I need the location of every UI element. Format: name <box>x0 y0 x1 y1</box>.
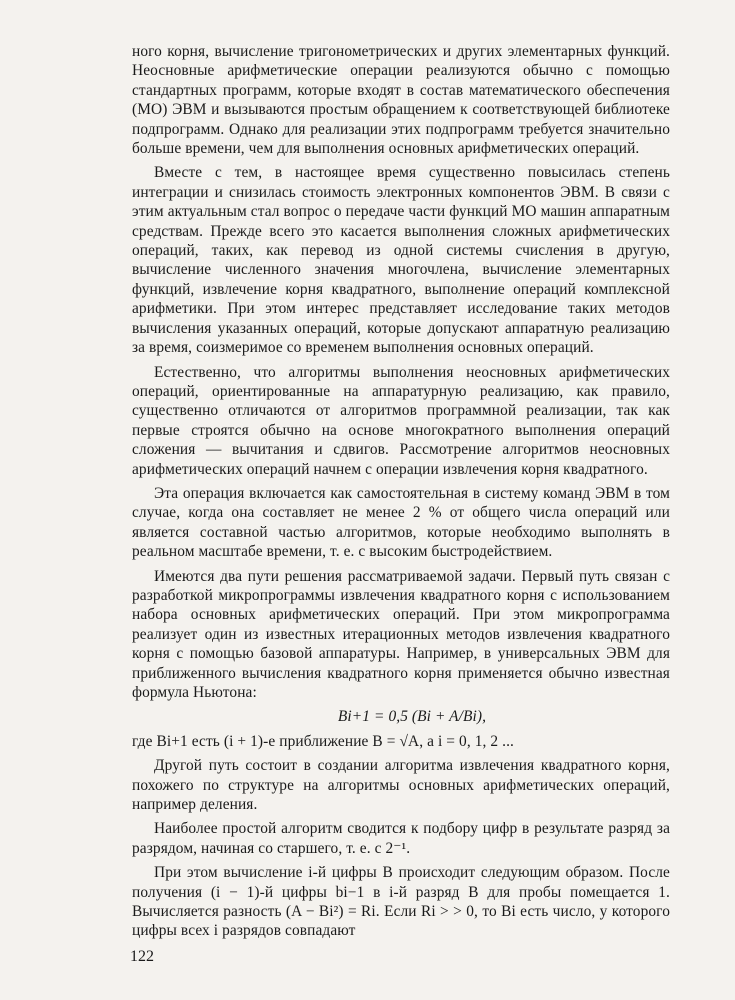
paragraph-1: ного корня, вычисление тригонометрических и других элементарных функций. Неосновные арифметические операции реализуются обычно с помощью стандартных программ, которые входят в состав математического обеспечения (МО) ЭВМ и вызываются простым обращением к соответствующей библиотеке подпрограмм. Однако для реализации этих подпрограмм требуется значительно больше времени, чем для выполнения основных арифметических операций. <box>132 43 670 158</box>
page-number: 122 <box>130 948 154 965</box>
paragraph-3: Естественно, что алгоритмы выполнения неосновных арифметических операций, ориентированные на аппаратурную реализацию, как правило, существенно отличаются от алгоритмов программной реализации, так как первые строятся обычно на основе многократного выполнения операций сложения — вычитания и сдвигов. Рассмотрение алгоритмов неосновных арифметических операций начнем с операции извлечения корня квадратного. <box>132 363 670 478</box>
paragraph-4: Эта операция включается как самостоятельная в систему команд ЭВМ в том случае, когда она составляет не менее 2 % от общего числа операций или является составной частью алгоритмов, которые необходимо выполнять в реальном масштабе времени, т. е. с высоким быстродействием. <box>132 484 670 561</box>
formula-explanation: где Bi+1 есть (i + 1)-е приближение B = √A, а i = 0, 1, 2 ... <box>132 732 514 750</box>
newton-formula: Bi+1 = 0,5 (Bi + A/Bi), <box>337 708 487 726</box>
paragraph-5: Имеются два пути решения рассматриваемой задачи. Первый путь связан с разработкой микропрограммы извлечения квадратного корня с использованием набора основных арифметических операций. При этом микропрограмма реализует один из известных итерационных методов извлечения квадратного корня с помощью базовой аппаратуры. Например, в универсальных ЭВМ для приближенного вычисления квадратного корня применяется обычно известная формула Ньютона: <box>132 567 670 701</box>
paragraph-2: Вместе с тем, в настоящее время существенно повысилась степень интеграции и снизилась стоимость электронных компонентов ЭВМ. В связи с этим актуальным стал вопрос о передаче части функций МО машин аппаратным средствам. Прежде всего это касается выполнения сложных арифметических операций, таких, как перевод из одной системы счисления в другую, вычисление численного значения многочлена, вычисление элементарных функций, извлечение корня квадратного, выполнение операций комплексной арифметики. При этом интерес представляет исследование таких методов вычисления указанных операций, которые допускают аппаратную реализацию за время, соизмеримое со временем выполнения основных операций. <box>132 164 670 357</box>
paragraph-6: Другой путь состоит в создании алгоритма извлечения квадратного корня, похожего по структуре на алгоритмы основных арифметических операций, например деления. <box>132 757 670 814</box>
main-text <box>132 42 670 946</box>
paragraph-7: Наиболее простой алгоритм сводится к подбору цифр в результате разряд за разрядом, начиная со старшего, т. е. с 2⁻¹. <box>132 820 670 857</box>
paragraph-8: При этом вычисление i-й цифры B происходит следующим образом. После получения (i − 1)-й цифры bi−1 в i-й разряд B для пробы помещается 1. Вычисляется разность (A − Bi²) = Ri. Если Ri > > 0, то Bi есть число, у которого цифры всех i разрядов совпадают <box>132 864 670 940</box>
